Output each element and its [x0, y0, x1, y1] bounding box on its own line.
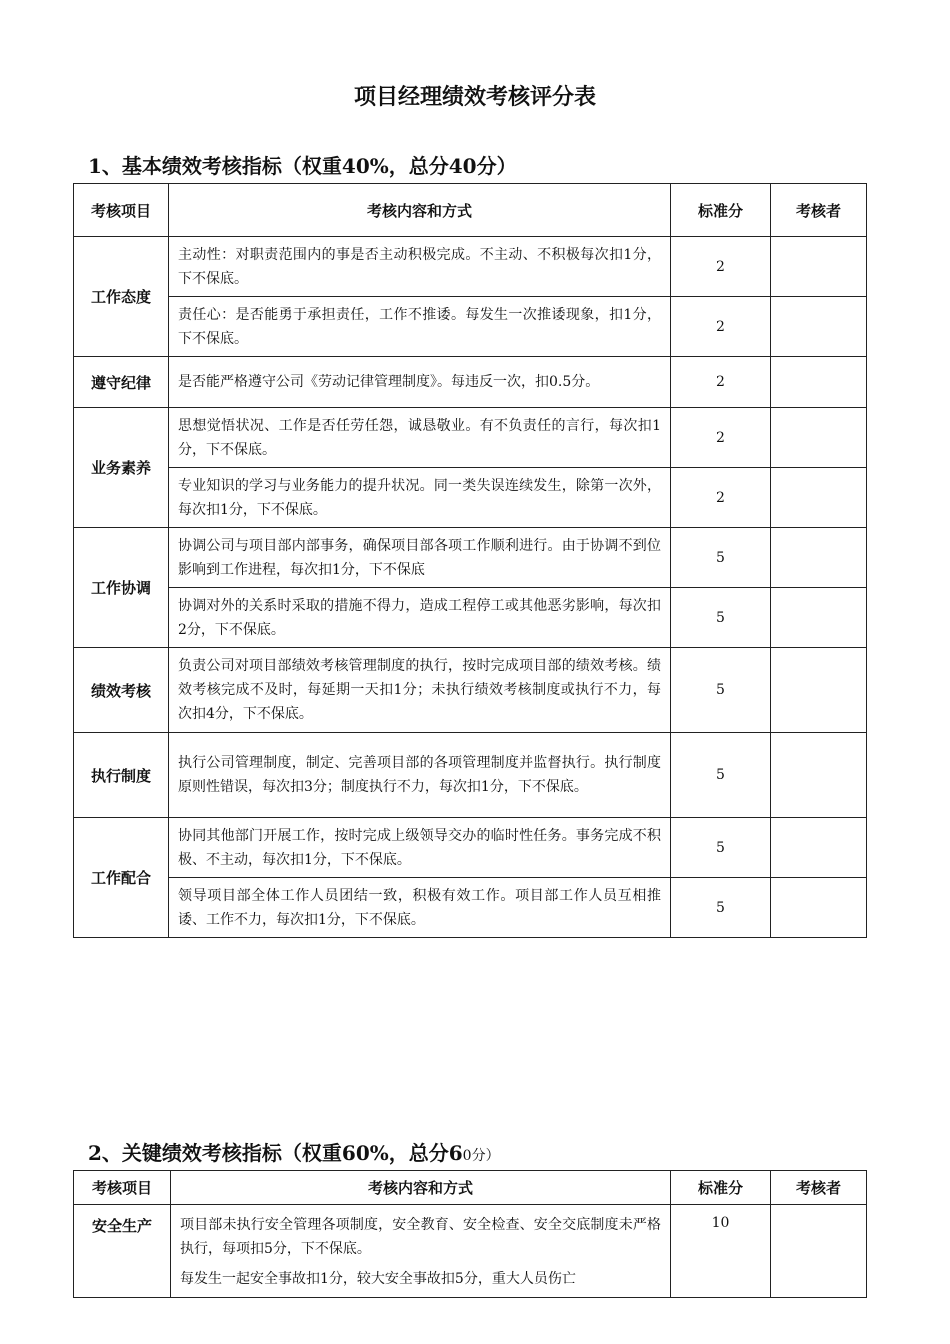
assessor-cell[interactable]: [771, 297, 867, 357]
content-cell: 思想觉悟状况、工作是否任劳任怨，诚恳敬业。有不负责任的言行，每次扣1分，下不保底。: [169, 408, 671, 468]
category-cell: 遵守纪律: [74, 357, 169, 408]
assessor-cell[interactable]: [771, 733, 867, 818]
section-1-title: 1、基本绩效考核指标（权重40%，总分40分）: [88, 154, 517, 178]
table-row: [74, 528, 867, 588]
score-cell: 5: [671, 878, 771, 938]
assessor-cell[interactable]: [771, 468, 867, 528]
assessor-cell[interactable]: [771, 408, 867, 468]
category-cell: 工作态度: [74, 237, 169, 357]
content-cell: [171, 1205, 671, 1298]
content-cell: 协同其他部门开展工作，按时完成上级领导交办的临时性任务。事务完成不积极、不主动，每次扣1分，下不保底。: [169, 818, 671, 878]
assessor-cell[interactable]: [771, 237, 867, 297]
assessor-cell[interactable]: [771, 878, 867, 938]
content-cell: 执行公司管理制度，制定、完善项目部的各项管理制度并监督执行。执行制度原则性错误，每次扣3分；制度执行不力，每次扣1分，下不保底。: [169, 733, 671, 818]
assessor-cell[interactable]: [771, 588, 867, 648]
header-item: 考核项目: [74, 1171, 171, 1205]
table-row: [74, 878, 867, 938]
category-cell: 安全生产: [74, 1205, 171, 1298]
score-cell: 10: [671, 1205, 771, 1298]
table-row: [74, 733, 867, 818]
content-paragraph: 每发生一起安全事故扣1分，较大安全事故扣5分，重大人员伤亡: [180, 1271, 576, 1287]
table-row: [74, 357, 867, 408]
table-header-row: [74, 184, 867, 237]
assessor-cell[interactable]: [771, 528, 867, 588]
score-cell: 2: [671, 297, 771, 357]
header-content: 考核内容和方式: [171, 1171, 671, 1205]
score-cell: 5: [671, 818, 771, 878]
content-cell: 协调公司与项目部内部事务，确保项目部各项工作顺利进行。由于协调不到位影响到工作进程，每次扣1分，下不保底: [169, 528, 671, 588]
table-row: [74, 297, 867, 357]
table-row: [74, 648, 867, 733]
table-row: [74, 1205, 867, 1298]
category-cell: 工作协调: [74, 528, 169, 648]
basic-kpi-table: [73, 183, 867, 938]
score-cell: 2: [671, 408, 771, 468]
content-cell: 责任心：是否能勇于承担责任，工作不推诿。每发生一次推诿现象，扣1分，下不保底。: [169, 297, 671, 357]
score-cell: 2: [671, 357, 771, 408]
score-cell: 5: [671, 648, 771, 733]
table-row: [74, 588, 867, 648]
document-title: 项目经理绩效考核评分表: [353, 84, 596, 110]
content-cell: 是否能严格遵守公司《劳动记律管理制度》。每违反一次，扣0.5分。: [169, 357, 671, 408]
content-paragraph: 项目部未执行安全管理各项制度，安全教育、安全检查、安全交底制度未严格执行，每项扣5分，下不保底。: [180, 1217, 661, 1257]
score-cell: 2: [671, 237, 771, 297]
assessor-cell[interactable]: [771, 818, 867, 878]
table-row: [74, 408, 867, 468]
score-cell: 5: [671, 528, 771, 588]
category-cell: 业务素养: [74, 408, 169, 528]
table-row: [74, 468, 867, 528]
table-header-row: [74, 1171, 867, 1205]
table-row: [74, 237, 867, 297]
category-cell: 执行制度: [74, 733, 169, 818]
score-cell: 5: [671, 588, 771, 648]
section-2-title: [88, 1137, 500, 1166]
assessor-cell[interactable]: [771, 648, 867, 733]
content-cell: 协调对外的关系时采取的措施不得力，造成工程停工或其他恶劣影响，每次扣2分，下不保底。: [169, 588, 671, 648]
content-cell: 负责公司对项目部绩效考核管理制度的执行，按时完成项目部的绩效考核。绩效考核完成不及时，每延期一天扣1分；未执行绩效考核制度或执行不力，每次扣4分，下不保底。: [169, 648, 671, 733]
header-content: 考核内容和方式: [169, 184, 671, 237]
header-score: 标准分: [671, 1171, 771, 1205]
assessor-cell[interactable]: [771, 1205, 867, 1298]
header-item: 考核项目: [74, 184, 169, 237]
score-cell: 5: [671, 733, 771, 818]
content-cell: 专业知识的学习与业务能力的提升状况。同一类失误连续发生，除第一次外，每次扣1分，下不保底。: [169, 468, 671, 528]
key-kpi-table: [73, 1170, 867, 1298]
content-cell: 领导项目部全体工作人员团结一致，积极有效工作。项目部工作人员互相推诿、工作不力，每次扣1分，下不保底。: [169, 878, 671, 938]
table-row: [74, 818, 867, 878]
header-score: 标准分: [671, 184, 771, 237]
header-assessor: 考核者: [771, 184, 867, 237]
section-2-title-tail: 0分）: [462, 1148, 500, 1164]
category-cell: 绩效考核: [74, 648, 169, 733]
score-cell: 2: [671, 468, 771, 528]
assessor-cell[interactable]: [771, 357, 867, 408]
category-cell: 工作配合: [74, 818, 169, 938]
header-assessor: 考核者: [771, 1171, 867, 1205]
content-cell: 主动性：对职责范围内的事是否主动积极完成。不主动、不积极每次扣1分，下不保底。: [169, 237, 671, 297]
section-2-title-main: 2、关键绩效考核指标（权重60%，总分6: [88, 1141, 463, 1165]
